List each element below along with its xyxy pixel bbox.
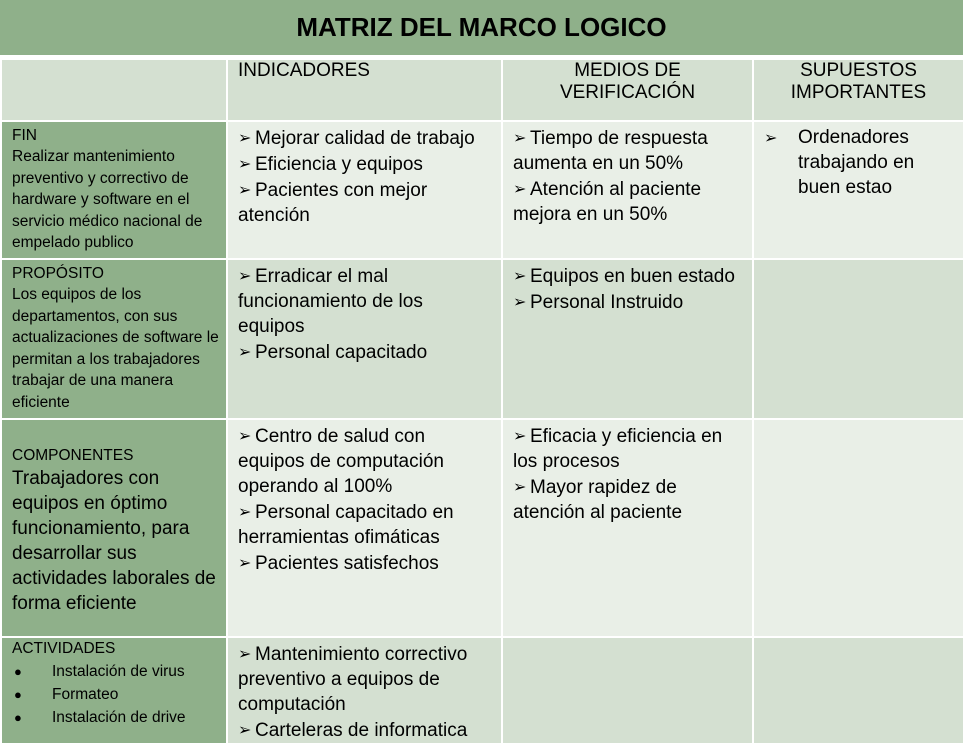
header-medios — [502, 59, 753, 121]
bullet-text: Mantenimiento correctivo preventivo a equipos de computación — [238, 644, 468, 715]
bullet-text: Tiempo de respuesta aumenta en un 50% — [513, 128, 708, 174]
bullet-item — [238, 499, 493, 550]
bullet-text: Pacientes con mejor atención — [238, 180, 428, 226]
bullet-text: Eficiencia y equipos — [255, 154, 423, 175]
bullet-item — [238, 339, 493, 365]
bullet-item — [513, 176, 744, 227]
row-head-fin — [1, 121, 227, 259]
medios-cell — [502, 259, 753, 419]
bullet-text: Mejorar calidad de trabajo — [255, 128, 475, 149]
arrow-bullet-icon: ➢ — [238, 644, 252, 663]
arrow-bullet-icon: ➢ — [513, 477, 527, 496]
bullet-item — [238, 125, 493, 151]
bullet-text: Personal capacitado en herramientas ofimáticas — [238, 502, 454, 548]
medios-cell — [502, 637, 753, 743]
header-medios-line1: MEDIOS DE — [574, 60, 681, 81]
arrow-bullet-icon: ➢ — [238, 426, 252, 445]
arrow-bullet-icon: ➢ — [238, 342, 252, 361]
bullet-text: Eficacia y eficiencia en los procesos — [513, 426, 723, 472]
row-title: ACTIVIDADES — [12, 640, 116, 657]
medios-cell — [502, 121, 753, 259]
bullet-text: Atención al paciente mejora en un 50% — [513, 179, 702, 225]
row-componentes — [1, 419, 963, 637]
indicadores-cell — [227, 259, 502, 419]
bullet-text: Pacientes satisfechos — [255, 553, 439, 574]
arrow-bullet-icon: ➢ — [238, 502, 252, 521]
bullet-item — [513, 289, 744, 315]
arrow-bullet-icon: ➢ — [513, 426, 527, 445]
bullet-text: Personal capacitado — [255, 342, 428, 363]
bullet-item — [764, 125, 955, 200]
row-actividades — [1, 637, 963, 743]
activities-list — [12, 660, 220, 729]
supuestos-cell — [753, 121, 963, 259]
header-row — [1, 59, 963, 121]
activity-item — [12, 683, 220, 706]
bullet-item — [238, 717, 493, 743]
bullet-text: Mayor rapidez de atención al paciente — [513, 477, 683, 523]
bullet-dot-icon: ● — [14, 664, 22, 679]
arrow-bullet-icon: ➢ — [513, 179, 527, 198]
supuestos-cell — [753, 637, 963, 743]
row-head-componentes — [1, 419, 227, 637]
page-title: MATRIZ DEL MARCO LOGICO — [0, 0, 963, 58]
arrow-bullet-icon: ➢ — [238, 553, 252, 572]
arrow-bullet-icon: ➢ — [238, 266, 252, 285]
row-description: Trabajadores con equipos en óptimo funcionamiento, para desarrollar sus actividades laborales de forma eficiente — [12, 468, 216, 614]
bullet-dot-icon: ● — [14, 687, 22, 702]
row-description: Realizar mantenimiento preventivo y correctivo de hardware y software en el servicio médico nacional de empelado publico — [12, 148, 203, 251]
bullet-item — [238, 177, 493, 228]
header-supuestos-line1: SUPUESTOS — [800, 60, 917, 81]
activity-item — [12, 706, 220, 729]
bullet-text: Personal Instruido — [530, 292, 684, 313]
arrow-bullet-icon: ➢ — [238, 720, 252, 739]
supuestos-cell — [753, 259, 963, 419]
arrow-bullet-icon: ➢ — [513, 266, 527, 285]
bullet-item — [513, 263, 744, 289]
row-proposito — [1, 259, 963, 419]
arrow-bullet-icon: ➢ — [238, 180, 252, 199]
indicadores-cell — [227, 637, 502, 743]
bullet-text: Erradicar el mal funcionamiento de los equipos — [238, 266, 423, 337]
row-head-actividades — [1, 637, 227, 743]
row-title: PROPÓSITO — [12, 265, 104, 282]
indicadores-cell — [227, 121, 502, 259]
bullet-item — [238, 151, 493, 177]
bullet-item — [513, 125, 744, 176]
bullet-item — [238, 263, 493, 339]
bullet-item — [238, 423, 493, 499]
medios-cell — [502, 419, 753, 637]
header-medios-line2: VERIFICACIÓN — [559, 82, 696, 103]
supuestos-cell — [753, 419, 963, 637]
bullet-item — [238, 550, 493, 576]
header-supuestos — [753, 59, 963, 121]
bullet-text: Carteleras de informatica — [255, 720, 468, 741]
arrow-bullet-icon: ➢ — [513, 128, 527, 147]
activity-label: Formateo — [52, 686, 119, 703]
arrow-bullet-icon: ➢ — [513, 292, 527, 311]
bullet-text: Centro de salud con equipos de computación operando al 100% — [238, 426, 444, 497]
row-head-proposito — [1, 259, 227, 419]
activity-item — [12, 660, 220, 683]
bullet-dot-icon: ● — [14, 710, 22, 725]
header-indicadores: INDICADORES — [227, 59, 502, 121]
activity-label: Instalación de virus — [52, 663, 185, 680]
row-fin — [1, 121, 963, 259]
activity-label: Instalación de drive — [52, 709, 186, 726]
arrow-bullet-icon: ➢ — [238, 128, 252, 147]
bullet-item — [238, 641, 493, 717]
row-title: COMPONENTES — [12, 447, 134, 464]
header-corner — [1, 59, 227, 121]
arrow-bullet-icon: ➢ — [238, 154, 252, 173]
logical-framework-matrix — [0, 58, 963, 743]
arrow-bullet-icon: ➢ — [764, 128, 778, 147]
row-description: Los equipos de los departamentos, con sus actualizaciones de software le permitan a los trabajadores trabajar de una manera eficiente — [12, 286, 219, 411]
header-supuestos-line2: IMPORTANTES — [790, 82, 927, 103]
bullet-text: Equipos en buen estado — [530, 266, 735, 287]
indicadores-cell — [227, 419, 502, 637]
row-title: FIN — [12, 127, 37, 144]
bullet-item — [513, 423, 744, 474]
bullet-item — [513, 474, 744, 525]
bullet-text: Ordenadores trabajando en buen estao — [798, 127, 915, 198]
